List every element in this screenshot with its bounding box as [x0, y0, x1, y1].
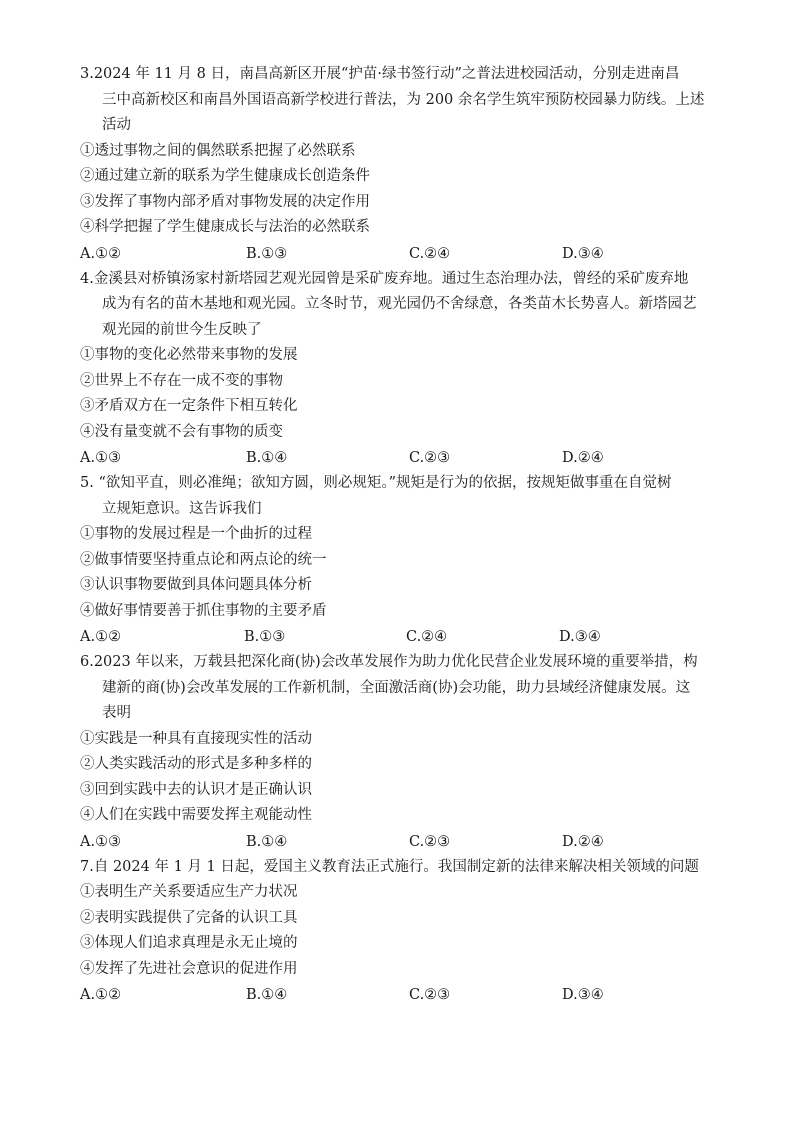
- question-block: [80, 471, 720, 650]
- statement-item: ②表明实践提供了完备的认识工具: [80, 909, 298, 926]
- answer-option: B.①④: [246, 987, 288, 1003]
- question-stem-line: 5. “欲知平直，则必准绳；欲知方圆，则必规矩。”规矩是行为的依据，按规矩做事重在自觉树: [80, 475, 672, 491]
- statement-item: ②人类实践活动的形式是多种多样的: [80, 756, 312, 772]
- answer-option: A.①②: [80, 987, 122, 1003]
- answer-options: [80, 982, 720, 1008]
- statement-item: ③回到实践中去的认识才是正确认识: [80, 781, 312, 798]
- question-stem-line: 建新的商(协)会改革发展的工作新机制，全面激活商(协)会功能，助力县域经济健康发展。这: [102, 679, 691, 696]
- statement-item: ③体现人们追求真理是永无止境的: [80, 935, 298, 951]
- statement-item: ①实践是一种具有直接现实性的活动: [80, 730, 312, 747]
- answer-option: C.②④: [406, 629, 448, 645]
- document-page: [80, 62, 720, 1008]
- question-stem-line: 4.金溪县对桥镇汤家村新塔园艺观光园曾是采矿废弃地。通过生态治理办法，曾经的采矿废弃地: [80, 270, 689, 287]
- answer-option: C.②③: [409, 450, 451, 466]
- statement-item: ④发挥了先进社会意识的促进作用: [80, 960, 298, 977]
- statement-item: ④人们在实践中需要发挥主观能动性: [80, 807, 312, 823]
- question-block: [80, 267, 720, 472]
- answer-options: [80, 624, 720, 650]
- answer-option: B.①④: [246, 450, 288, 466]
- question-stem-line: 表明: [102, 705, 131, 721]
- answer-option: A.①③: [80, 450, 122, 466]
- answer-option: A.①③: [80, 833, 122, 850]
- statement-item: ②世界上不存在一成不变的事物: [80, 372, 283, 389]
- answer-option: D.③④: [559, 629, 601, 645]
- question-stem-line: 6.2023 年以来，万载县把深化商(协)会改革发展作为助力优化民营企业发展环境的重要举措，构: [80, 654, 698, 670]
- answer-option: B.①③: [246, 245, 288, 262]
- question-stem-line: 三中高新校区和南昌外国语高新学校进行普法，为 200 余名学生筑牢预防校园暴力防线。上述: [102, 91, 705, 108]
- answer-option: D.③④: [562, 245, 604, 262]
- statement-item: ④科学把握了学生健康成长与法治的必然联系: [80, 219, 370, 235]
- question-block: [80, 650, 720, 855]
- question-block: [80, 62, 720, 267]
- answer-option: D.③④: [562, 987, 604, 1003]
- statement-item: ①事物的发展过程是一个曲折的过程: [80, 526, 312, 542]
- answer-options: [80, 445, 720, 471]
- statement-item: ①事物的变化必然带来事物的发展: [80, 347, 298, 363]
- answer-option: C.②③: [409, 833, 451, 850]
- answer-option: B.①③: [244, 629, 286, 645]
- question-stem-line: 活动: [102, 117, 131, 133]
- statement-item: ②通过建立新的联系为学生健康成长创造条件: [80, 168, 370, 184]
- answer-option: A.①②: [80, 245, 122, 262]
- answer-option: B.①④: [246, 833, 288, 850]
- statement-item: ③发挥了事物内部矛盾对事物发展的决定作用: [80, 193, 370, 210]
- question-stem-line: 立规矩意识。这告诉我们: [102, 500, 262, 517]
- answer-option: A.①②: [80, 629, 122, 645]
- statement-item: ③矛盾双方在一定条件下相互转化: [80, 398, 298, 414]
- statement-item: ①透过事物之间的偶然联系把握了必然联系: [80, 142, 356, 159]
- answer-option: C.②④: [409, 245, 451, 262]
- statement-item: ③认识事物要做到具体问题具体分析: [80, 577, 312, 593]
- statement-item: ②做事情要坚持重点论和两点论的统一: [80, 551, 327, 568]
- question-block: [80, 855, 720, 1009]
- answer-option: D.②④: [562, 450, 604, 466]
- answer-option: D.②④: [562, 833, 604, 850]
- question-stem-line: 成为有名的苗木基地和观光园。立冬时节，观光园仍不舍绿意，各类苗木长势喜人。新塔园艺: [102, 296, 697, 312]
- answer-option: C.②③: [409, 987, 451, 1003]
- question-stem-line: 3.2024 年 11 月 8 日，南昌高新区开展“护苗·绿书签行动”之普法进校园活动，分别走进南昌: [80, 66, 680, 82]
- question-stem-line: 7.自 2024 年 1 月 1 日起，爱国主义教育法正式施行。我国制定新的法律来解决相关领域的问题: [80, 858, 699, 875]
- answer-options: [80, 829, 720, 855]
- statement-item: ①表明生产关系要适应生产力状况: [80, 884, 298, 900]
- answer-options: [80, 241, 720, 267]
- statement-item: ④没有量变就不会有事物的质变: [80, 423, 283, 440]
- statement-item: ④做好事情要善于抓住事物的主要矛盾: [80, 602, 327, 619]
- question-stem-line: 观光园的前世今生反映了: [102, 321, 262, 338]
